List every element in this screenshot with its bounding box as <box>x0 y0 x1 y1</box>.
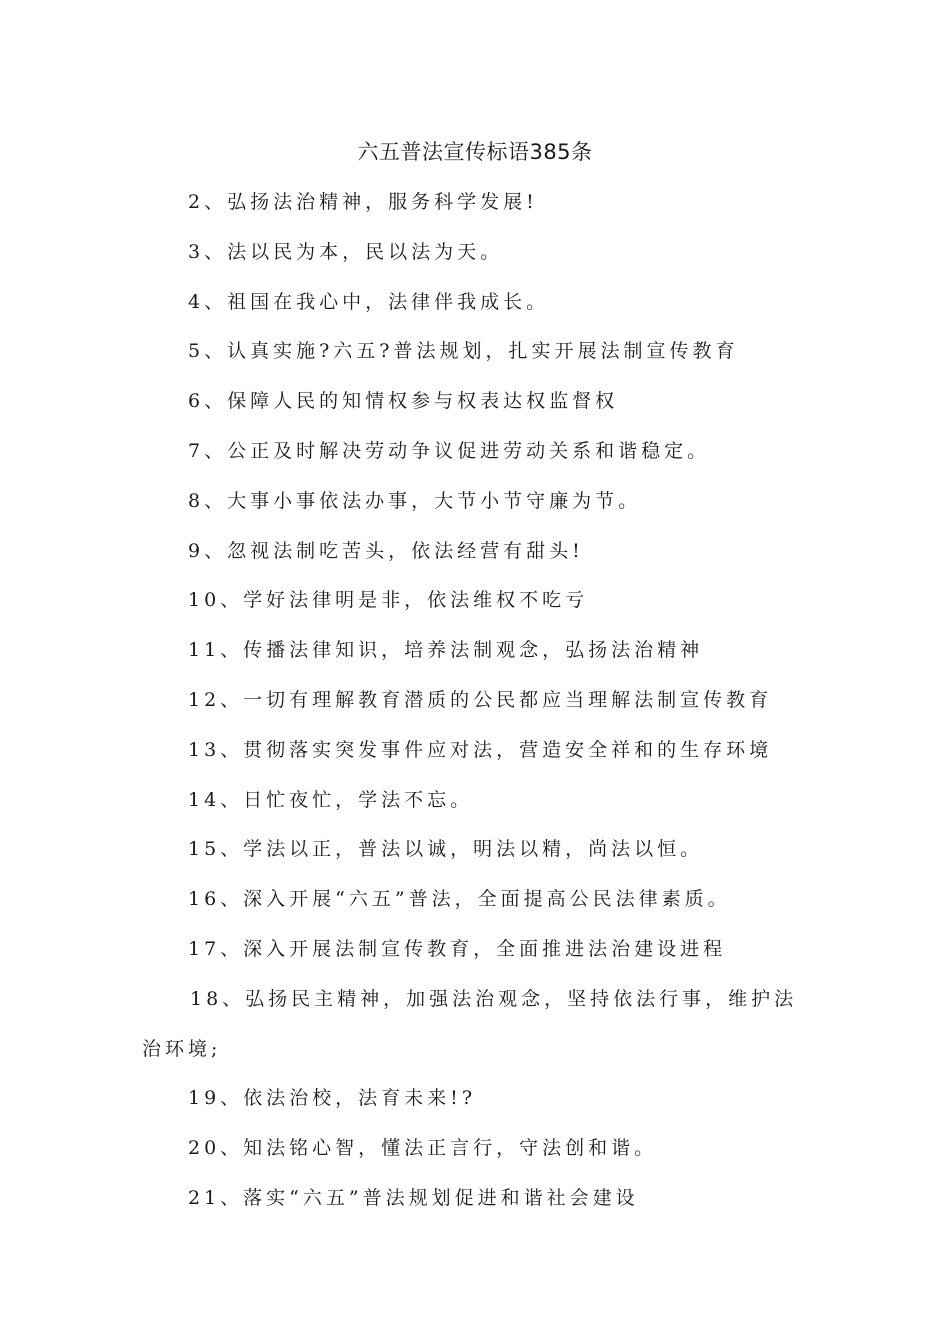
slogan-item: 18、弘扬民主精神，加强法治观念，坚持依法行事，维护法治环境; <box>142 987 798 1060</box>
slogan-item: 5、认真实施?六五?普法规划，扎实开展法制宣传教育 <box>188 340 739 363</box>
slogan-item: 20、知法铭心智，懂法正言行，守法创和谐。 <box>188 1137 658 1160</box>
document-title: 六五普法宣传标语385条 <box>357 140 593 164</box>
slogan-item: 8、大事小事依法办事，大节小节守廉为节。 <box>188 489 642 512</box>
slogan-item: 6、保障人民的知情权参与权表达权监督权 <box>188 390 619 413</box>
slogan-item: 3、法以民为本，民以法为天。 <box>188 240 504 263</box>
slogan-item: 10、学好法律明是非，依法维权不吃亏 <box>188 589 589 612</box>
slogan-item: 15、学法以正，普法以诚，明法以精，尚法以恒。 <box>188 838 704 861</box>
slogan-item: 9、忽视法制吃苦头，依法经营有甜头! <box>188 539 584 562</box>
slogan-item: 19、依法治校，法育未来!? <box>188 1087 476 1110</box>
slogan-item: 16、深入开展“六五”普法，全面提高公民法律素质。 <box>188 888 731 911</box>
slogan-item: 4、祖国在我心中，法律伴我成长。 <box>188 290 550 313</box>
slogan-item: 12、一切有理解教育潜质的公民都应当理解法制宣传教育 <box>188 688 773 711</box>
slogan-item: 13、贯彻落实突发事件应对法，营造安全祥和的生存环境 <box>188 738 773 761</box>
slogan-list <box>0 178 950 1224</box>
slogan-item: 17、深入开展法制宣传教育，全面推进法治建设进程 <box>188 937 727 960</box>
slogan-item: 2、弘扬法治精神，服务科学发展! <box>188 191 538 213</box>
slogan-item: 11、传播法律知识，培养法制观念，弘扬法治精神 <box>188 639 704 662</box>
slogan-item: 21、落实“六五”普法规划促进和谐社会建设 <box>188 1186 639 1209</box>
slogan-item: 7、公正及时解决劳动争议促进劳动关系和谐稳定。 <box>188 439 711 462</box>
slogan-item: 14、日忙夜忙，学法不忘。 <box>188 788 474 811</box>
